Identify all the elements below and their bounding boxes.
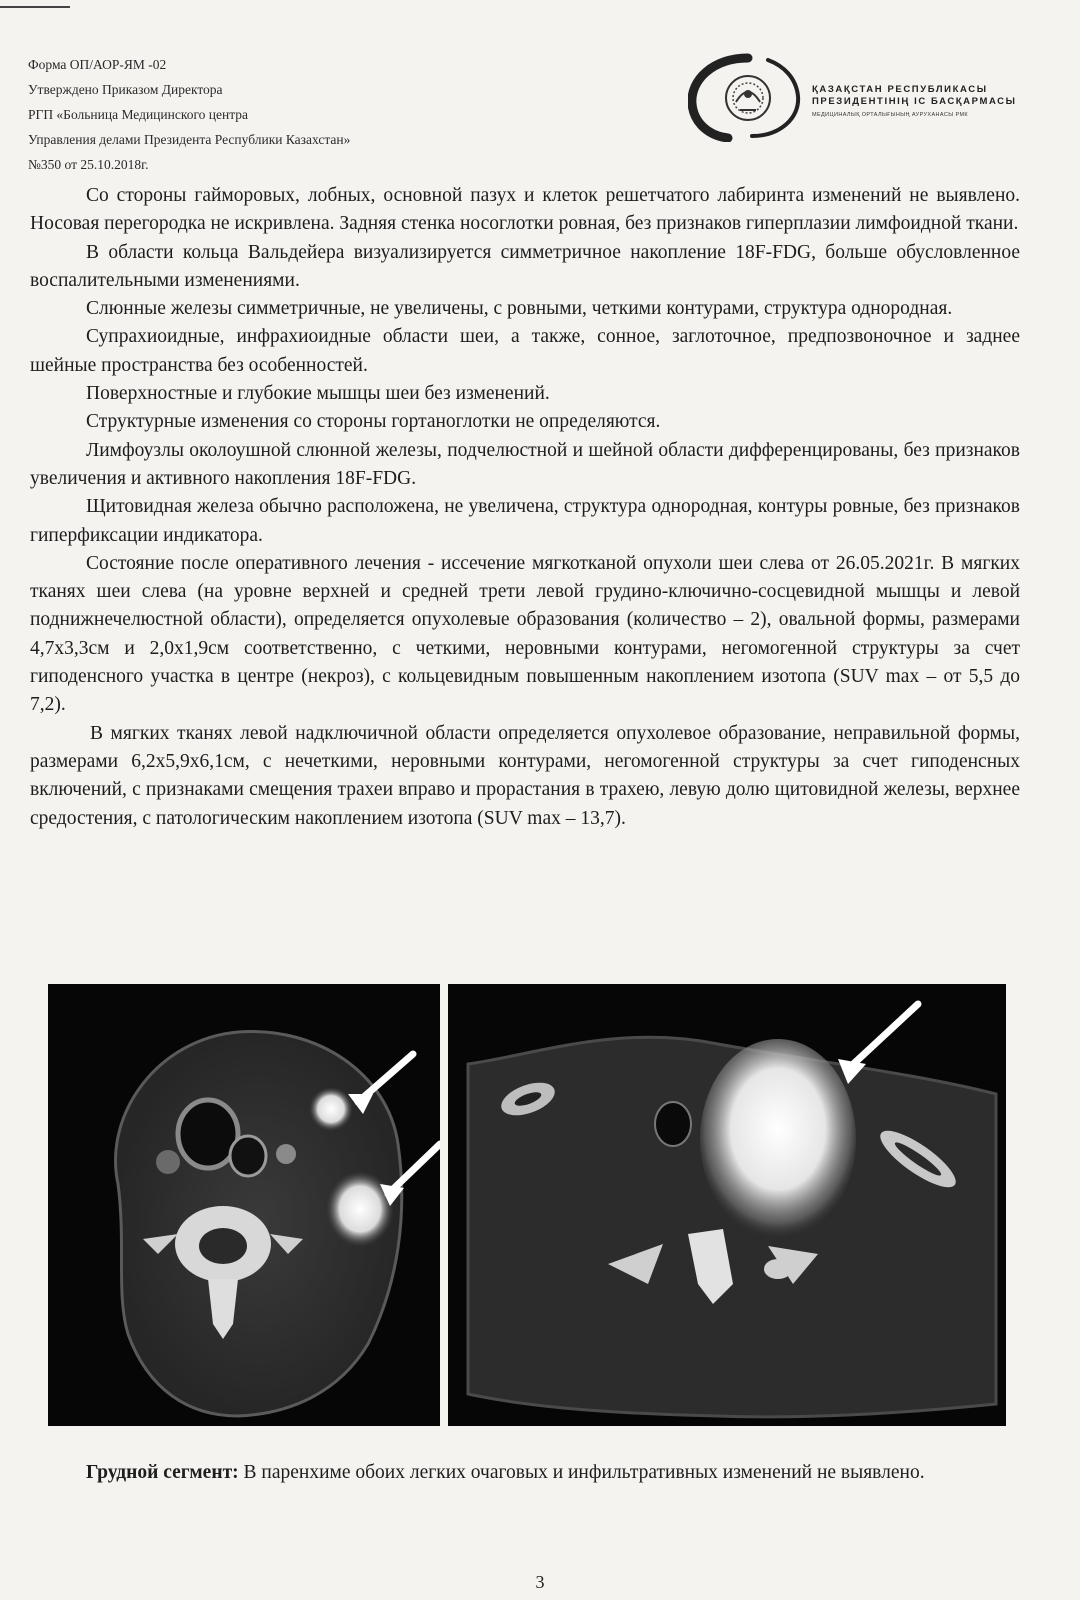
ct-neck-image [48, 984, 440, 1426]
report-paragraph: В области кольца Вальдейера визуализируется симметричное накопление 18F-FDG, больше обусловленное воспалительными изменениями. [30, 241, 1020, 291]
report-paragraph: Лимфоузлы околоушной слюнной железы, подчелюстной и шейной области дифференцированы, без признаков увеличения и активного накопления 18F-FDG. [30, 439, 1020, 489]
report-paragraph: Поверхностные и глубокие мышцы шеи без изменений. [86, 383, 550, 405]
ct-scan-supraclavicular [448, 984, 1006, 1426]
report-paragraph: Состояние после оперативного лечения - иссечение мягкотканой опухоли шеи слева от 26.05.2021г. В мягких тканях шеи слева (на уровне верхней и средней трети левой грудино-ключично-сосцевидной мышцы и левой поднижнечелюстной области), определяется опухолевые образования (количество – 2), овальной формы, размерами 4,7х3,3см и 2,0х1,9см соответственно, с четкими, неровными контурами, негомогенной структуры за счет гиподенсного участка в центре (некроз), с кольцевидным повышенным накоплением изотопа (SUV max – от 5,5 до 7,2). [30, 552, 1020, 716]
chest-segment-section [30, 1458, 1020, 1487]
report-paragraph: Структурные изменения со стороны гортаноглотки не определяются. [86, 411, 661, 433]
logo-text: ҚАЗАҚСТАН РЕСПУБЛИКАСЫ ПРЕЗИДЕНТІНІҢ ІС БАСҚАРМАСЫ [812, 84, 1017, 107]
ct-images [48, 984, 1006, 1426]
form-header [28, 52, 548, 177]
report-paragraph: Слюнные железы симметричные, не увеличены, с ровными, четкими контурами, структура однородная. [86, 298, 953, 320]
logo-subtitle: МЕДИЦИНАЛЫҚ ОРТАЛЫҒЫНЫҢ АУРУХАНАСЫ РМК [812, 112, 969, 118]
ct-scan-neck [48, 984, 440, 1426]
ct-supraclavicular-image [448, 984, 1006, 1426]
top-rule [0, 6, 70, 8]
form-header-line: Управления делами Президента Республики Казахстан» [28, 132, 351, 147]
report-body [30, 182, 1020, 833]
report-paragraph: Супрахиоидные, инфрахиоидные области шеи, а также, сонное, заглоточное, предпозвоночное и заднее шейные пространства без особенностей. [30, 326, 1020, 376]
page-number: 3 [535, 1572, 545, 1592]
chest-segment-label: Грудной сегмент: [86, 1462, 239, 1483]
report-paragraph: В мягких тканях левой надключичной области определяется опухолевое образование, неправильной формы, размерами 6,2х5,9х6,1см, с нечеткими, неровными контурами, негомогенной структуры за счет гиподенсных включений, с признаками смещения трахеи вправо и прорастания в трахею, левую долю щитовидной железы, верхнее средостения, с патологическим накоплением изотопа (SUV max – 13,7). [30, 722, 1020, 829]
form-header-line: №350 от 25.10.2018г. [28, 157, 149, 172]
chest-segment-paragraph [30, 1458, 1020, 1487]
form-header-line: Утверждено Приказом Директора [28, 82, 223, 97]
chest-segment-text: В паренхиме обоих легких очаговых и инфильтративных изменений не выявлено. [238, 1462, 925, 1483]
emblem-icon [688, 52, 813, 142]
report-paragraph: Щитовидная железа обычно расположена, не увеличена, структура однородная, контуры ровные, без признаков гиперфиксации индикатора. [30, 496, 1020, 546]
form-header-line: Форма ОП/АОР-ЯМ -02 [28, 57, 167, 72]
hospital-logo [688, 52, 1028, 142]
report-paragraph: Со стороны гайморовых, лобных, основной пазух и клеток решетчатого лабиринта изменений не выявлено. Носовая перегородка не искривлена. Задняя стенка носоглотки ровная, без признаков гиперплазии лимфоидной ткани. [30, 185, 1020, 235]
form-header-line: РГП «Больница Медицинского центра [28, 107, 249, 122]
